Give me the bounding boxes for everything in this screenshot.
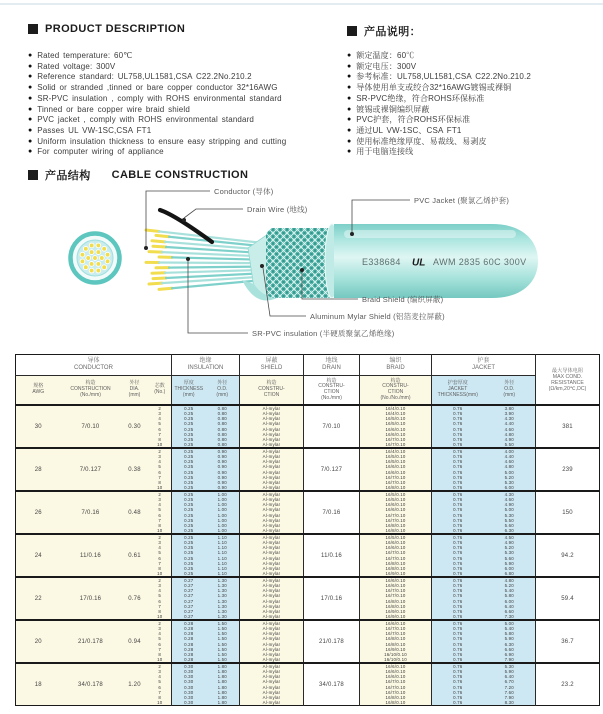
bullet-item: [28, 115, 346, 126]
column-header: 构造 CONSTRU- CTION (No./No./mm): [360, 376, 432, 406]
bullet-icon: ●: [347, 148, 352, 156]
spec-cell: 7/0.16: [61, 491, 121, 534]
spec-cell: 0.76 0.76 0.76 0.76 0.76 0.76 0.76 0.76: [432, 577, 484, 620]
spec-cell: Al-mylar Al-mylar Al-mylar Al-mylar Al-mylar Al-mylar Al-mylar Al-mylar: [240, 534, 304, 577]
conductor-wire: [153, 278, 166, 279]
spec-row-awg-28: [16, 448, 600, 491]
spec-cell: 0.61: [121, 534, 149, 577]
spec-cell: 16/6/0.10 16/6/0.10 16/6/0.10 16/7/0.10 16/7/0.10 16/7/0.10 16/8/0.10 16/8/0.10: [360, 663, 432, 706]
bullet-icon: ●: [28, 62, 33, 70]
spec-cell: 381: [536, 405, 600, 448]
spec-cell: 18: [16, 663, 61, 706]
group-header-jacket: 护套 JACKET: [432, 355, 536, 376]
conductor-dot: [96, 250, 101, 255]
spec-row-awg-22: [16, 577, 600, 620]
column-header: 构造 CONSTRUCTION (No./mm): [61, 376, 121, 406]
heading-text-cn: 产品结构: [45, 170, 91, 182]
spec-cell: 1.00 1.00 1.00 1.00 1.00 1.00 1.00 1.00: [206, 491, 240, 534]
spec-cell: 20: [16, 620, 61, 663]
spec-cell: 94.2: [536, 534, 600, 577]
bullet-text: For computer wiring of appliance: [37, 147, 164, 157]
spec-cell: 2 3 4 5 6 7 8 10: [149, 448, 172, 491]
bullet-item: [28, 72, 346, 83]
spec-cell: 16/6/0.10 16/6/0.10 16/7/0.10 16/7/0.10 16/8/0.10 16/8/0.10 16/9/0.10 16/9/0.10: [360, 577, 432, 620]
bullet-text: PVC护套，符合ROHS环保标准: [356, 115, 471, 125]
ul-logo-icon: UL: [412, 257, 426, 269]
bullet-text: Solid or stranded ,tinned or bare copper conductor 32*16AWG: [37, 83, 278, 93]
conductor-dot: [105, 259, 110, 264]
bullet-item: [347, 83, 603, 94]
bullet-text: 额定电压：300V: [356, 61, 417, 71]
conductor-dot: [80, 252, 85, 257]
spec-row-awg-18: [16, 663, 600, 706]
spec-cell: 3.80 3.90 4.30 4.40 4.60 4.80 4.90 5.50: [484, 405, 536, 448]
spec-cell: Al-mylar Al-mylar Al-mylar Al-mylar Al-mylar Al-mylar Al-mylar Al-mylar: [240, 620, 304, 663]
spec-cell: 0.30: [121, 405, 149, 448]
bullet-text: PVC jacket , comply with ROHS environmental standard: [37, 115, 255, 125]
spec-table: [15, 354, 600, 706]
bullet-text: 导体使用单支或绞合32*16AWG镀锡或裸铜: [356, 83, 512, 93]
section-heading-product-description: [28, 23, 185, 35]
spec-cell: 0.76 0.76 0.76 0.76 0.76 0.76 0.76 0.76: [432, 405, 484, 448]
column-header: 外径 DIA. (mm): [121, 376, 149, 406]
spec-cell: Al-mylar Al-mylar Al-mylar Al-mylar Al-mylar Al-mylar Al-mylar Al-mylar: [240, 663, 304, 706]
spec-cell: 2 3 4 5 6 7 8 10: [149, 620, 172, 663]
column-header: 厚度 THICKNESS (mm): [172, 376, 206, 406]
spec-cell: 0.90 0.90 0.90 0.90 0.90 0.90 0.90 0.90: [206, 448, 240, 491]
spec-table-body: [16, 405, 600, 706]
bullet-text: 使用标准绝缘厚度、易裁线、易剥皮: [356, 136, 487, 146]
spec-cell: 0.25 0.25 0.25 0.25 0.25 0.25 0.25 0.25: [172, 405, 206, 448]
group-header-shield: 屏蔽 SHIELD: [240, 355, 304, 376]
bullet-item: [28, 62, 346, 73]
bullet-item: [347, 72, 603, 83]
heading-text: 产品说明：: [364, 26, 421, 38]
bullet-icon: ●: [28, 52, 33, 59]
spec-cell: 1.30 1.30 1.30 1.30 1.30 1.30 1.30 1.30: [206, 577, 240, 620]
spec-cell: 0.80 0.80 0.80 0.80 0.80 0.80 0.80 0.80: [206, 405, 240, 448]
column-header: 外径 O.D. (mm): [484, 376, 536, 406]
conductor-dot: [89, 268, 94, 273]
bullet-item: [28, 94, 346, 105]
spec-cell: 30: [16, 405, 61, 448]
spec-cell: 0.28 0.28 0.28 0.28 0.28 0.28 0.28 0.28: [172, 620, 206, 663]
spec-cell: 0.25 0.25 0.25 0.25 0.25 0.25 0.25 0.25: [172, 491, 206, 534]
product-description-list-cn: [347, 51, 603, 158]
group-header-max-resistance: 最大导体电阻 MAX COND. RESISTANCE (Ω/km,20℃,DC): [536, 355, 600, 406]
bullet-text: Rated temperature: 60℃: [37, 51, 133, 60]
conductor-dot: [105, 252, 110, 257]
bullet-item: [28, 147, 346, 158]
spec-cell: 4.80 5.20 5.40 5.80 6.00 6.40 6.60 7.30: [484, 577, 536, 620]
bullet-icon: ●: [28, 116, 33, 124]
bullet-item: [347, 126, 603, 137]
jacket-print-marking: AWM 2835 60C 300V: [433, 257, 527, 267]
bullet-text: Uniform insulation thickness to ensure easy stripping and cutting: [37, 136, 287, 146]
bullet-icon: ●: [347, 52, 352, 59]
bullet-icon: ●: [347, 94, 352, 102]
conductor-wire: [152, 241, 165, 242]
spec-cell: 0.25 0.25 0.25 0.25 0.25 0.25 0.25 0.25: [172, 448, 206, 491]
conductor-dot: [93, 256, 98, 261]
bullet-text: Rated voltage: 300V: [37, 61, 116, 71]
spec-cell: 26: [16, 491, 61, 534]
bullet-item: [347, 137, 603, 148]
label-aluminum-mylar-shield: Aluminum Mylar Shield (铝箔麦拉屏蔽): [310, 312, 445, 321]
spec-cell: Al-mylar Al-mylar Al-mylar Al-mylar Al-mylar Al-mylar Al-mylar Al-mylar: [240, 405, 304, 448]
spec-cell: 2 3 4 5 6 7 8 10: [149, 577, 172, 620]
spec-cell: 5.00 5.40 5.80 5.90 6.30 6.60 6.90 7.90: [484, 620, 536, 663]
bullet-icon: ●: [28, 73, 33, 81]
column-header: 构造 CONSTRU- CTION: [240, 376, 304, 406]
spec-cell: 2 3 4 5 6 7 8 10: [149, 534, 172, 577]
label-braid-shield: Braid Shield (编织屏蔽): [362, 295, 444, 304]
section-heading-product-description-cn: [347, 23, 421, 39]
spec-cell: 7/0.127: [61, 448, 121, 491]
label-sr-pvc-insulation: SR-PVC insulation (半硬质聚氯乙烯绝缘): [252, 329, 395, 338]
spec-cell: 4.50 4.90 5.20 5.30 5.60 5.90 6.00 6.80: [484, 534, 536, 577]
conductor-dot: [96, 243, 101, 248]
bullet-item: [347, 62, 603, 73]
cable-cross-section: [71, 234, 120, 283]
spec-cell: 0.76 0.76 0.76 0.76 0.76 0.76 0.76 0.76: [432, 620, 484, 663]
spec-cell: 1.50 1.50 1.50 1.50 1.50 1.50 1.50 1.50: [206, 620, 240, 663]
spec-cell: 0.76 0.76 0.76 0.76 0.76 0.76 0.76 0.76: [432, 491, 484, 534]
spec-cell: 16/4/0.10 16/5/0.10 16/5/0.10 16/6/0.10 16/6/0.10 16/7/0.10 16/7/0.10 16/8/0.10: [360, 448, 432, 491]
heading-text: PRODUCT DESCRIPTION: [45, 23, 186, 35]
bullet-icon: ●: [347, 62, 352, 70]
column-header: 构造 CONSTRU- CTION (No./mm): [304, 376, 360, 406]
bullet-icon: ●: [347, 137, 352, 145]
conductor-dot: [83, 246, 88, 251]
spec-cell: 1.80 1.80 1.80 1.80 1.80 1.80 1.80 1.80: [206, 663, 240, 706]
square-bullet-icon: [28, 170, 38, 180]
bullet-item: [347, 147, 603, 158]
label-pvc-jacket: PVC Jacket (聚氯乙烯护套): [414, 196, 510, 205]
spec-row-awg-24: [16, 534, 600, 577]
spec-cell: 22: [16, 577, 61, 620]
bullet-item: [28, 137, 346, 148]
spec-cell: 24: [16, 534, 61, 577]
conductor-dot: [102, 246, 107, 251]
conductor-dot: [86, 256, 91, 261]
bullet-text: 镀锡或裸铜编织屏蔽: [356, 104, 430, 114]
spec-cell: 0.38: [121, 448, 149, 491]
spec-row-awg-30: [16, 405, 600, 448]
bullet-text: 用于电脑连接线: [356, 147, 414, 157]
column-header: 外径 O.D. (mm): [206, 376, 240, 406]
bullet-text: Passes UL VW-1SC,CSA FT1: [37, 125, 152, 135]
bullet-icon: ●: [347, 116, 352, 124]
spec-cell: 16/6/0.10 16/7/0.10 16/7/0.10 16/8/0.10 16/8/0.10 16/9/0.10 16/10/0.10 16/10/0.10: [360, 620, 432, 663]
conductor-wire: [149, 283, 162, 284]
conductor-dot: [89, 250, 94, 255]
spec-cell: 150: [536, 491, 600, 534]
bullet-text: SR-PVC insulation , comply with ROHS environmental standard: [37, 93, 282, 103]
conductor-dot: [102, 265, 107, 270]
spec-cell: 7/0.10: [304, 405, 360, 448]
spec-cell: 7/0.16: [304, 491, 360, 534]
conductor-dot: [96, 261, 101, 266]
bullet-item: [28, 83, 346, 94]
bullet-text: SR-PVC绝缘，符合ROHS环保标准: [356, 93, 485, 103]
spec-cell: 28: [16, 448, 61, 491]
conductor-dot: [89, 243, 94, 248]
spec-cell: 0.76 0.76 0.76 0.76 0.76 0.76 0.76 0.76: [432, 663, 484, 706]
conductor-wire: [149, 252, 162, 253]
spec-cell: 2 3 4 5 6 7 8 10: [149, 663, 172, 706]
bullet-icon: ●: [347, 126, 352, 134]
spec-cell: 1.10 1.10 1.10 1.10 1.10 1.10 1.10 1.10: [206, 534, 240, 577]
heading-text-en: CABLE CONSTRUCTION: [111, 169, 249, 181]
spec-cell: 34/0.178: [304, 663, 360, 706]
spec-cell: 16/5/0.10 16/5/0.10 16/6/0.10 16/6/0.10 16/7/0.10 16/7/0.10 16/8/0.10 16/8/0.10: [360, 491, 432, 534]
bullet-icon: ●: [28, 84, 33, 92]
spec-cell: 239: [536, 448, 600, 491]
bullet-text: Reference standard: UL758,UL1581,CSA C22.2No.210.2: [37, 72, 252, 82]
bullet-icon: ●: [347, 105, 352, 113]
conductor-wire: [156, 235, 169, 236]
spec-cell: 4.00 4.40 4.60 4.80 5.00 5.20 5.30 6.00: [484, 448, 536, 491]
spec-row-awg-20: [16, 620, 600, 663]
conductor-dot: [96, 268, 101, 273]
spec-table-header: [16, 355, 600, 406]
top-divider: [0, 3, 603, 5]
conductor-dot: [99, 256, 104, 261]
spec-cell: 34/0.178: [61, 663, 121, 706]
label-conductor: Conductor (导体): [214, 187, 274, 196]
spec-cell: 36.7: [536, 620, 600, 663]
conductor-dot: [83, 265, 88, 270]
conductor-wire: [153, 246, 166, 247]
bullet-icon: ●: [347, 84, 352, 92]
spec-cell: 0.30 0.30 0.30 0.30 0.30 0.30 0.30 0.30: [172, 663, 206, 706]
spec-cell: 7/0.127: [304, 448, 360, 491]
bullet-item: [347, 115, 603, 126]
group-header-insulation: 绝缘 INSULATION: [172, 355, 240, 376]
cable-construction-diagram: [0, 184, 603, 352]
spec-cell: Al-mylar Al-mylar Al-mylar Al-mylar Al-mylar Al-mylar Al-mylar Al-mylar: [240, 491, 304, 534]
spec-cell: 2 3 4 5 6 7 8 10: [149, 405, 172, 448]
spec-cell: 21/0.178: [61, 620, 121, 663]
spec-cell: 7/0.10: [61, 405, 121, 448]
spec-cell: 1.20: [121, 663, 149, 706]
spec-cell: 0.27 0.27 0.27 0.27 0.27 0.27 0.27 0.27: [172, 577, 206, 620]
spec-cell: 59.4: [536, 577, 600, 620]
jacket-highlight: [344, 230, 516, 238]
label-drain-wire: Drain Wire (地线): [247, 205, 308, 214]
bullet-icon: ●: [28, 105, 33, 113]
square-bullet-icon: [28, 24, 38, 34]
bullet-icon: ●: [28, 148, 33, 156]
conductor-dot: [80, 259, 85, 264]
bullet-icon: ●: [28, 126, 33, 134]
jacket-print-cert: E338684: [362, 257, 401, 267]
square-bullet-icon: [347, 26, 357, 36]
bullet-text: 额定温度：60℃: [356, 51, 415, 60]
group-header-conductor: 导体 CONDUCTOR: [16, 355, 172, 376]
bullet-text: 通过UL VW-1SC、CSA FT1: [356, 125, 462, 135]
spec-cell: 21/0.178: [304, 620, 360, 663]
spec-cell: 11/0.16: [304, 534, 360, 577]
column-header: 芯数 (No.): [149, 376, 172, 406]
spec-cell: 17/0.16: [304, 577, 360, 620]
spec-cell: 11/0.16: [61, 534, 121, 577]
spec-cell: 0.76 0.76 0.76 0.76 0.76 0.76 0.76 0.76: [432, 534, 484, 577]
bullet-icon: ●: [28, 94, 33, 102]
spec-cell: 16/4/0.10 16/4/0.10 16/5/0.10 16/5/0.10 16/6/0.10 16/6/0.10 16/7/0.10 16/7/0.10: [360, 405, 432, 448]
spec-cell: 17/0.16: [61, 577, 121, 620]
product-description-list-en: [28, 51, 346, 158]
section-heading-cable-construction: [28, 167, 248, 183]
bullet-text: Tinned or bare copper wire braid shield: [37, 104, 190, 114]
group-header-drain: 地线 DRAIN: [304, 355, 360, 376]
spec-cell: 0.25 0.25 0.25 0.25 0.25 0.25 0.25 0.25: [172, 534, 206, 577]
column-header: 规格 AWG: [16, 376, 61, 406]
conductor-wire: [146, 230, 159, 231]
bullet-icon: ●: [347, 73, 352, 81]
bullet-item: [347, 105, 603, 116]
bullet-item: [347, 94, 603, 105]
column-header: 护套厚度 JACKET THICKNESS(mm): [432, 376, 484, 406]
bullet-item: [347, 51, 603, 62]
spec-cell: 2 3 4 5 6 7 8 10: [149, 491, 172, 534]
bullet-item: [28, 105, 346, 116]
spec-cell: 23.2: [536, 663, 600, 706]
spec-cell: 0.94: [121, 620, 149, 663]
bullet-item: [28, 51, 346, 62]
bullet-text: 参考标准：UL758,UL1581,CSA C22.2No.210.2: [356, 72, 531, 82]
spec-cell: 5.30 5.90 6.40 6.70 7.20 7.60 7.90 8.30: [484, 663, 536, 706]
spec-cell: Al-mylar Al-mylar Al-mylar Al-mylar Al-mylar Al-mylar Al-mylar Al-mylar: [240, 448, 304, 491]
group-header-braid: 编织 BRAID: [360, 355, 432, 376]
spec-cell: 0.76 0.76 0.76 0.76 0.76 0.76 0.76 0.76: [432, 448, 484, 491]
cable-side-view: [146, 210, 538, 300]
conductor-wire: [159, 288, 172, 289]
spec-cell: 0.76: [121, 577, 149, 620]
bullet-item: [28, 126, 346, 137]
spec-cell: 16/5/0.10 16/6/0.10 16/6/0.10 16/7/0.10 16/7/0.10 16/8/0.10 16/8/0.10 16/9/0.10: [360, 534, 432, 577]
spec-cell: 0.48: [121, 491, 149, 534]
conductor-dot: [89, 261, 94, 266]
spec-cell: Al-mylar Al-mylar Al-mylar Al-mylar Al-mylar Al-mylar Al-mylar Al-mylar: [240, 577, 304, 620]
spec-row-awg-26: [16, 491, 600, 534]
bullet-icon: ●: [28, 137, 33, 145]
spec-cell: 4.30 4.60 4.90 5.00 5.30 5.50 5.60 6.30: [484, 491, 536, 534]
